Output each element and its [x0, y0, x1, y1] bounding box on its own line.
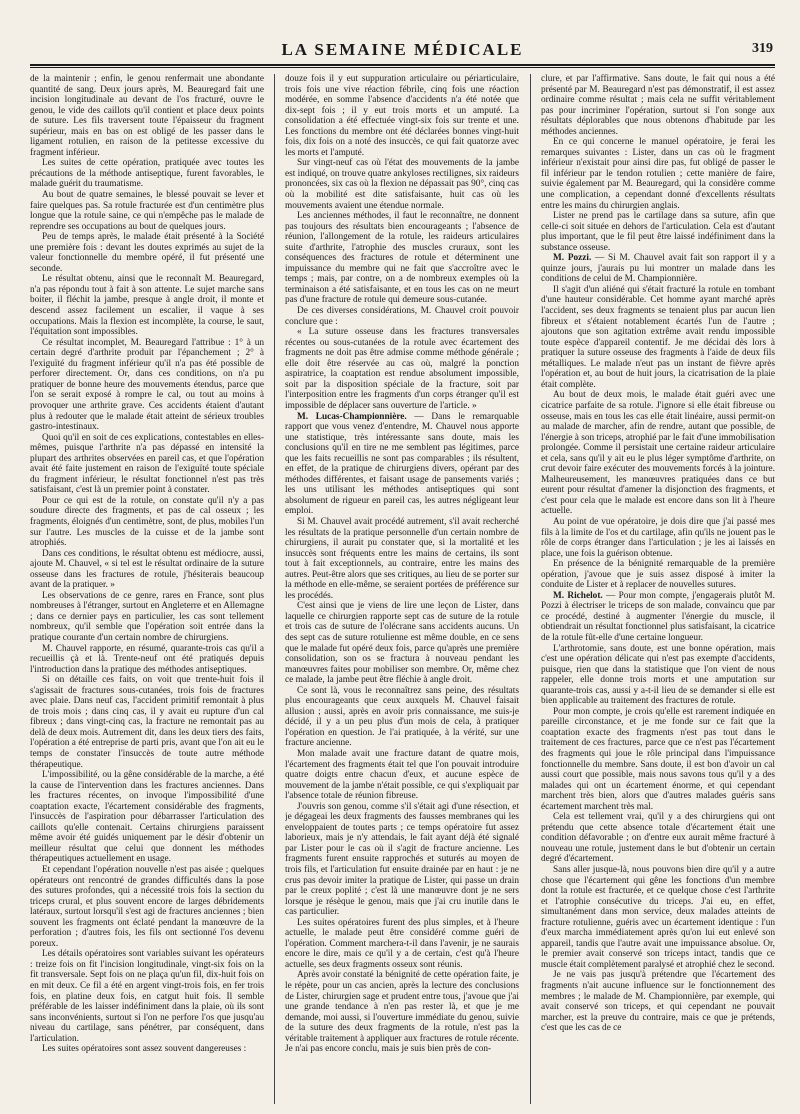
paragraph: Il s'agit d'un aliéné qui s'était fracturé la rotule en tombant d'une hauteur considérable. Cet homme ayant marché après l'accident, ses deux fragments se tenaient plus par aucun lien fibreux et s'étaient notablement écartés l'un de l'autre ; ajoutons que son agitation extrême avait rendu impossible toute espèce d'appareil contentif. Je me décidai dès lors à pratiquer la suture osseuse des fragments à l'aide de deux fils métalliques. Le malade n'eut pas un instant de fièvre après l'opération et, au bout de huit jours, la cicatrisation de la plaie était complète.	[541, 284, 775, 390]
paragraph: M. Lucas-Championnière. — Dans le remarquable rapport que vous venez d'entendre, M. Chauvel nous apporte une statistique, très intéressante sans doute, mais les conclusions qu'il en tire ne me semblent pas légitimes, parce que les faits recueillis ne sont pas comparables ; ils résultent, en effet, de la pratique de chirurgiens divers, opérant par des méthodes différentes, et faisant usage de pansements variés ; les uns utilisant les méthodes antiseptiques qui sont absolument de rigueur en pareil cas, les autres négligeant leur emploi.	[285, 411, 519, 517]
paragraph: L'impossibilité, ou la gêne considérable de la marche, a été la cause de l'intervention dans les fractures anciennes. Dans les fractures récentes, on invoque l'impossibilité d'une coaptation exacte, l'écartement considérable des fragments, l'insuccès de l'aspiration pour débarrasser l'articulation des caillots qu'elle contenait. Certains chirurgiens paraissent même avoir été guidés uniquement par le désir d'obtenir un meilleur résultat que celui que donnent les méthodes thérapeutiques actuellement en usage.	[30, 770, 264, 865]
paragraph: Si M. Chauvel avait procédé autrement, s'il avait recherché les résultats de la pratique personnelle d'un certain nombre de chirurgiens, il aurait pu constater que, si la mortalité et les insuccès sont fréquents entre les mains de certains, ils sont tout à fait exceptionnels, au contraire, entre les mains des autres. Peut-être alors que ses critiques, au lieu de se porter sur la méthode en elle-même, se seraient portées de préférence sur les procédés.	[285, 516, 519, 601]
paragraph: En présence de la bénignité remarquable de la première opération, j'avoue que je suis assez disposé à imiter la conduite de Lister et à replacer de nouvelles sutures.	[541, 559, 775, 591]
paragraph: J'ouvris son genou, comme s'il s'était agi d'une résection, et je dégageai les deux fragments des fausses membranes qui les enveloppaient de toutes parts ; ce temps opératoire fut assez laborieux, mais je n'y attendais, le fait ayant déjà été signalé par Lister pour le cas où il s'agit de fracture ancienne. Les fragments furent ensuite rapprochés et suturés au moyen de trois fils, et l'articulation fut ensuite drainée par en haut : je ne crus pas devoir imiter la pratique de Lister, qui passe un drain par le creux poplité ; c'est là une manœuvre dont je ne sers lorsque je résèque le genou, mais que j'ai cru inutile dans le cas particulier.	[285, 801, 519, 918]
speaker-name: M. Richelot.	[553, 590, 603, 601]
paragraph: Au point de vue opératoire, je dois dire que j'ai passé mes fils à la limite de l'os et du cartilage, afin qu'ils ne jouent pas le rôle de corps étranger dans l'articulation ; je les ai laissés en place, une fois la guérison obtenue.	[541, 516, 775, 559]
paragraph: Les suites de cette opération, pratiquée avec toutes les précautions de la méthode antiseptique, furent favorables, le malade guérit du traumatisme.	[30, 158, 264, 190]
paragraph: Je ne vais pas jusqu'à prétendre que l'écartement des fragments n'ait aucune influence sur le fonctionnement des membres ; le malade de M. Championnière, par exemple, qui avait conservé son triceps, et qui cependant ne pouvait marcher, est la preuve du contraire, mais ce que je prétends, c'est que les cas de ce	[541, 970, 775, 1034]
column-left	[30, 74, 264, 1104]
paragraph: M. Chauvel rapporte, en résumé, quarante-trois cas qu'il a recueillis çà et là. Trente-neuf ont été pratiqués depuis l'introduction dans la pratique des méthodes antiseptiques.	[30, 643, 264, 675]
journal-title: LA SEMAINE MÉDICALE	[281, 40, 524, 59]
paragraph: Les suites opératoires furent des plus simples, et à l'heure actuelle, le malade peut être considéré comme guéri de l'opération. Comment marchera-t-il dans l'avenir, je ne saurais encore le dire, mais ce qu'il y a de certain, c'est qu'à l'heure actuelle, ses deux fragments osseux sont réunis.	[285, 917, 519, 970]
paragraph: Sur vingt-neuf cas où l'état des mouvements de la jambe est indiqué, on trouve quatre ankyloses rectilignes, six raideurs prononcées, six cas où la flexion ne dépassait pas 90°, cinq cas où la mobilité est dite satisfaisante, huit cas où les mouvements avaient une étendue normale.	[285, 158, 519, 211]
paragraph: Et cependant l'opération nouvelle n'est pas aisée ; quelques opérateurs ont rencontré de grandes difficultés dans la pose des sutures profondes, qui a nécessité trois fois la section du triceps crural, et plus souvent encore de larges débridements latéraux, surtout lorsqu'il s'est agi de fractures anciennes ; bien souvent les fragments ont éclaté pendant la manœuvre de la perforation ; d'autres fois, les fils ont sectionné l'os devenu poreux.	[30, 865, 264, 949]
paragraph: L'arthrotomie, sans doute, est une bonne opération, mais c'est une opération délicate qui n'est pas exempte d'accidents, puisque, rien que dans la statistique que l'on vient de nous rappeler, elle donne trois morts et une amputation sur quarante-trois cas, aussi y a-t-il lieu de se demander si elle est bien applicable au traitement des fractures de rotule.	[541, 643, 775, 707]
paragraph: Au bout de deux mois, le malade était guéri avec une cicatrice parfaite de sa rotule. J'ignore si elle était fibreuse ou osseuse, mais en tous les cas elle était linéaire, aussi permit-on au malade de marcher, afin de rendre, autant que possible, de l'énergie à son triceps, atrophié par le fait d'une immobilisation prolongée. Comme il persistait une certaine raideur articulaire et cela, sans qu'il y ait eu le plus léger symptôme d'arthrite, on crut devoir faire exécuter des mouvements forcés à la jointure. Malheureusement, les manœuvres pratiquées dans ce but eurent pour résultat d'amener la disjonction des fragments, et c'est pour cela que le malade est encore dans son lit à l'heure actuelle.	[541, 390, 775, 517]
paragraph: C'est ainsi que je viens de lire une leçon de Lister, dans laquelle ce chirurgien rapporte sept cas de suture de la rotule et trois cas de suture de l'olécrane sans accidents aucuns. Un des sept cas de suture rotulienne est même double, en ce sens que le malade fut opéré deux fois, parce qu'après une première consolidation, son os se fractura à nouveau pendant les manœuvres faites pour mobiliser son membre. Or, même chez ce malade, la jambe peut être fléchie à angle droit.	[285, 601, 519, 686]
paragraph: Après avoir constaté la bénignité de cette opération faite, je le répète, pour un cas ancien, après la lecture des conclusions de Lister, chirurgien sage et prudent entre tous, j'avoue que j'ai une grande tendance à n'en pas rester là, et que je me demande, moi aussi, si l'ouverture immédiate du genou, suivie de la suture des deux fragments de la rotule, n'est pas la véritable traitement à appliquer aux fractures de rotule récente. Je n'ai pas encore conclu, mais je suis bien près de con-	[285, 970, 519, 1055]
paragraph: de la maintenir ; enfin, le genou renfermait une abondante quantité de sang. Deux jours après, M. Beauregard fait une incision longitudinale au devant de l'os fracturé, ouvre le genou, le vide des caillots qu'il contient et place deux points de suture. Les fils traversent toute l'épaisseur du fragment supérieur, mais en bas on est obligé de les passer dans le ligament rotulien, en raison de la petitesse excessive du fragment inférieur.	[30, 74, 264, 158]
column-divider	[530, 74, 531, 1104]
paragraph: Sans aller jusque-là, nous pouvons bien dire qu'il y a autre chose que l'écartement qui gêne les fonctions d'un membre dont la rotule est fracturée, et ce quelque chose c'est l'arthrite et l'atrophie consécutive du triceps. J'ai eu, en effet, simultanément dans mon service, deux malades atteints de fracture rotulienne, guéris avec un écartement identique : l'un d'eux marcha immédiatement après qu'on lui eut enlevé son appareil, tandis que l'autre avait une impuissance absolue. Or, le premier avait conservé son triceps intact, tandis que ce muscle était complètement paralysé et atrophié chez le second.	[541, 865, 775, 970]
paragraph: Les observations de ce genre, rares en France, sont plus nombreuses à l'étranger, surtout en Angleterre et en Allemagne ; dans ce dernier pays en particulier, les cas sont tellement nombreux, qu'il semble que l'opération soit entrée dans la pratique courante d'un certain nombre de chirurgiens.	[30, 590, 264, 643]
paragraph: douze fois il y eut suppuration articulaire ou périarticulaire, trois fois une vive réaction fébrile, cinq fois une réaction modérée, en somme l'absence d'accidents n'a été notée que dix-sept fois ; il y eut trois morts et un amputé. La consolidation a été effectuée vingt-six fois sur trente et une. Les fonctions du membre ont été déclarées bonnes vingt-huit fois, dix fois on a noté des insuccès, ce qui fait quatorze avec les morts et l'amputé.	[285, 74, 519, 158]
paragraph: Les anciennes méthodes, il faut le reconnaître, ne donnent pas toujours des résultats bien encourageants ; l'absence de réunion, l'allongement de la rotule, les raideurs articulaires suite d'arthrite, l'atrophie des muscles cruraux, sont les conséquences des fractures de rotule et déterminent une impuissance du membre qui ne fait que s'accroître avec le temps ; mais, par contre, on a de nombreux exemples où la terminaison a été satisfaisante, et en tous les cas on ne meurt pas d'une fracture de rotule qui demeure sous-cutanée.	[285, 211, 519, 306]
paragraph: M. Richelot. — Pour mon compte, j'engagerais plutôt M. Pozzi à électriser le triceps de son malade, convaincu que par ce procédé, destiné à augmenter l'énergie du muscle, il obtiendrait un résultat fonctionnel plus satisfaisant, la cicatrice de la rotule fût-elle d'une certaine longueur.	[541, 590, 775, 643]
paragraph: Le résultat obtenu, ainsi que le reconnaît M. Beauregard, n'a pas répondu tout à fait à son attente. Le sujet marche sans boiter, il fléchit la jambe, presque à angle droit, il monte et descend assez facilement un escalier, il vaque à ses occupations. Mais la flexion est incomplète, la course, le saut, l'équitation sont impossibles.	[30, 274, 264, 338]
paragraph: Si on détaille ces faits, on voit que trente-huit fois il s'agissait de fractures sous-cutanées, trois fois de fractures avec plaie. Dans neuf cas, l'accident primitif remontait à plus de trois mois ; dans cinq cas, il y avait eu rupture d'un cal fibreux ; dans vingt-cinq cas, la fracture ne remontait pas au delà de deux mois. Autrement dit, dans les deux tiers des faits, l'opération a été entreprise de parti pris, avant que l'on ait eu le temps de constater l'insuccès de toute autre méthode thérapeutique.	[30, 675, 264, 770]
page-header	[30, 40, 775, 66]
column-right	[541, 74, 775, 1104]
paragraph: Cela est tellement vrai, qu'il y a des chirurgiens qui ont prétendu que cette absence totale d'écartement était une condition défavorable ; on d'entre eux aurait même fracturé à nouveau une rotule, justement dans le but d'obtenir un certain degré d'écartement.	[541, 812, 775, 865]
paragraph: Au bout de quatre semaines, le blessé pouvait se lever et faire quelques pas. Sa rotule fracturée est d'un centimètre plus longue que la rotule saine, ce qui n'empêche pas le malade de reprendre ses occupations au bout de quelques jours.	[30, 190, 264, 232]
paragraph: Peu de temps après, le malade était présenté à la Société une première fois : devant les doutes exprimés au sujet de la valeur fonctionnelle du membre opéré, il fut présenté une seconde.	[30, 232, 264, 274]
paragraph: Mon malade avait une fracture datant de quatre mois, l'écartement des fragments était tel que l'on pouvait introduire quatre doigts entre chacun d'eux, et aucune espèce de mouvement de la jambe n'était possible, ce qui s'expliquait par l'absence totale de réunion fibreuse.	[285, 749, 519, 802]
column-divider	[274, 74, 275, 1104]
paragraph: Lister ne prend pas le cartilage dans sa suture, afin que celle-ci soit située en dehors de l'articulation. Cela est d'autant plus important, que le fil peut être laissé indéfiniment dans la substance osseuse.	[541, 211, 775, 253]
paragraph: De ces diverses considérations, M. Chauvel croit pouvoir conclure que :	[285, 306, 519, 327]
paragraph: En ce qui concerne le manuel opératoire, je ferai les remarques suivantes : Lister, dans un cas où le fragment inférieur n'existait pour ainsi dire pas, fut obligé de passer le fil inférieur par le tendon rotulien ; cette manière de faire, suivie également par M. Beauregard, qui la considère comme une complication, a cependant donné d'excellents résultats entre les mains du chirurgien anglais.	[541, 137, 775, 211]
article-body	[30, 74, 775, 1104]
paragraph: Pour mon compte, je crois qu'elle est rarement indiquée en pareille circonstance, et je me fonde sur ce fait que la coaptation exacte des fragments n'est pas tout dans le traitement de ces fractures, parce que ce n'est pas l'écartement des fragments qui joue le rôle principal dans l'impuissance fonctionnelle du membre. Sans doute, il est bon d'avoir un cal aussi court que possible, mais nous savons tous qu'il y a des malades qui ont un écartement énorme, et qui cependant marchent très bien, alors que d'autres malades guéris sans écartement marchent très mal.	[541, 706, 775, 812]
paragraph: M. Pozzi. — Si M. Chauvel avait fait son rapport il y a quinze jours, j'aurais pu lui montrer un malade dans les conditions de celui de M. Championnière.	[541, 253, 775, 285]
paragraph: Ce résultat incomplet, M. Beauregard l'attribue : 1° à un certain degré d'arthrite produit par l'épanchement ; 2° à l'exiguïté du fragment inférieur qu'il n'a pas été possible de perforer directement. Or, dans ces conditions, on n'a pu pratiquer de bonne heure des mouvements étendus, parce que l'on se serait exposé à rompre le cal, ou tout au moins à provoquer une arthrite grave. Ces accidents étaient d'autant plus à redouter que le malade était atteint de sérieux troubles gastro-intestinaux.	[30, 337, 264, 433]
header-rule	[30, 64, 775, 66]
paragraph: Dans ces conditions, le résultat obtenu est médiocre, aussi, ajoute M. Chauvel, « si tel est le résultat ordinaire de la suture osseuse dans les fractures de rotule, j'hésiterais beaucoup avant de la pratiquer. »	[30, 548, 264, 591]
column-middle	[285, 74, 519, 1104]
paragraph: « La suture osseuse dans les fractures transversales récentes ou sous-cutanées de la rotule avec écartement des fragments ne doit pas être admise comme méthode générale ; elle doit être réservée au cas où, malgré la ponction aspiratrice, la coaptation est rendue absolument impossible, soit par la disposition spéciale de la fracture, soit par l'interposition entre les fragments d'un corps étranger qu'il est impossible de déplacer sans ouverture de l'article. »	[285, 327, 519, 411]
paragraph: clure, et par l'affirmative. Sans doute, le fait qui nous a été présenté par M. Beauregard n'est pas démonstratif, il est assez ordinaire comme résultat ; mais cela ne suffit véritablement pas pour incriminer l'opération, surtout si l'on songe aux résultats déplorables que nous obtenons d'habitude par les méthodes anciennes.	[541, 74, 775, 137]
speaker-name: M. Lucas-Championnière.	[297, 411, 407, 422]
paragraph: Les suites opératoires sont assez souvent dangereuses :	[42, 1044, 247, 1055]
paragraph: Ce sont là, vous le reconnaîtrez sans peine, des résultats plus encourageants que ceux auxquels M. Chauvel faisait allusion ; aussi, après en avoir pris connaissance, me suis-je décidé, il y a un peu plus d'un mois de cela, à pratiquer l'opération en question. Je l'ai pratiquée, à la vérité, sur une fracture ancienne.	[285, 685, 519, 749]
paragraph: Quoi qu'il en soit de ces explications, contestables en elles-mêmes, puisque l'arthrite n'a pas dépassé en intensité la plupart des arthrites observées en pareil cas, et que l'opération avait été faite justement en raison de l'exiguïté toute spéciale du fragment inférieur, le résultat fonctionnel n'est pas très satisfaisant, c'est là un premier point à constater.	[30, 432, 264, 496]
speaker-name: M. Pozzi.	[553, 253, 592, 264]
header-rule-thin	[30, 67, 775, 68]
page-number: 319	[752, 41, 773, 56]
paragraph: Pour ce qui est de la rotule, on constate qu'il n'y a pas soudure directe des fragments, et pas de cal osseux ; les fragments, éloignés d'un centimètre, sont, de plus, mobiles l'un sur l'autre. Les muscles de la cuisse et de la jambe sont atrophiés.	[30, 495, 264, 549]
paragraph: Les détails opératoires sont variables suivant les opérateurs : treize fois on fit l'incision longitudinale, vingt-six fois on la fit transversale. Sept fois on ne plaça qu'un fil, dix-huit fois on en mit deux. Ce fil a été en argent vingt-trois fois, en fer trois fois, en platine deux fois, en catgut huit fois. Il semble préférable de les laisser indéfiniment dans la plaie, où ils sont sans inconvénients, surtout si l'on ne perfore l'os que jusqu'au niveau du cartilage, sans pénétrer, par conséquent, dans l'articulation.	[30, 949, 264, 1044]
